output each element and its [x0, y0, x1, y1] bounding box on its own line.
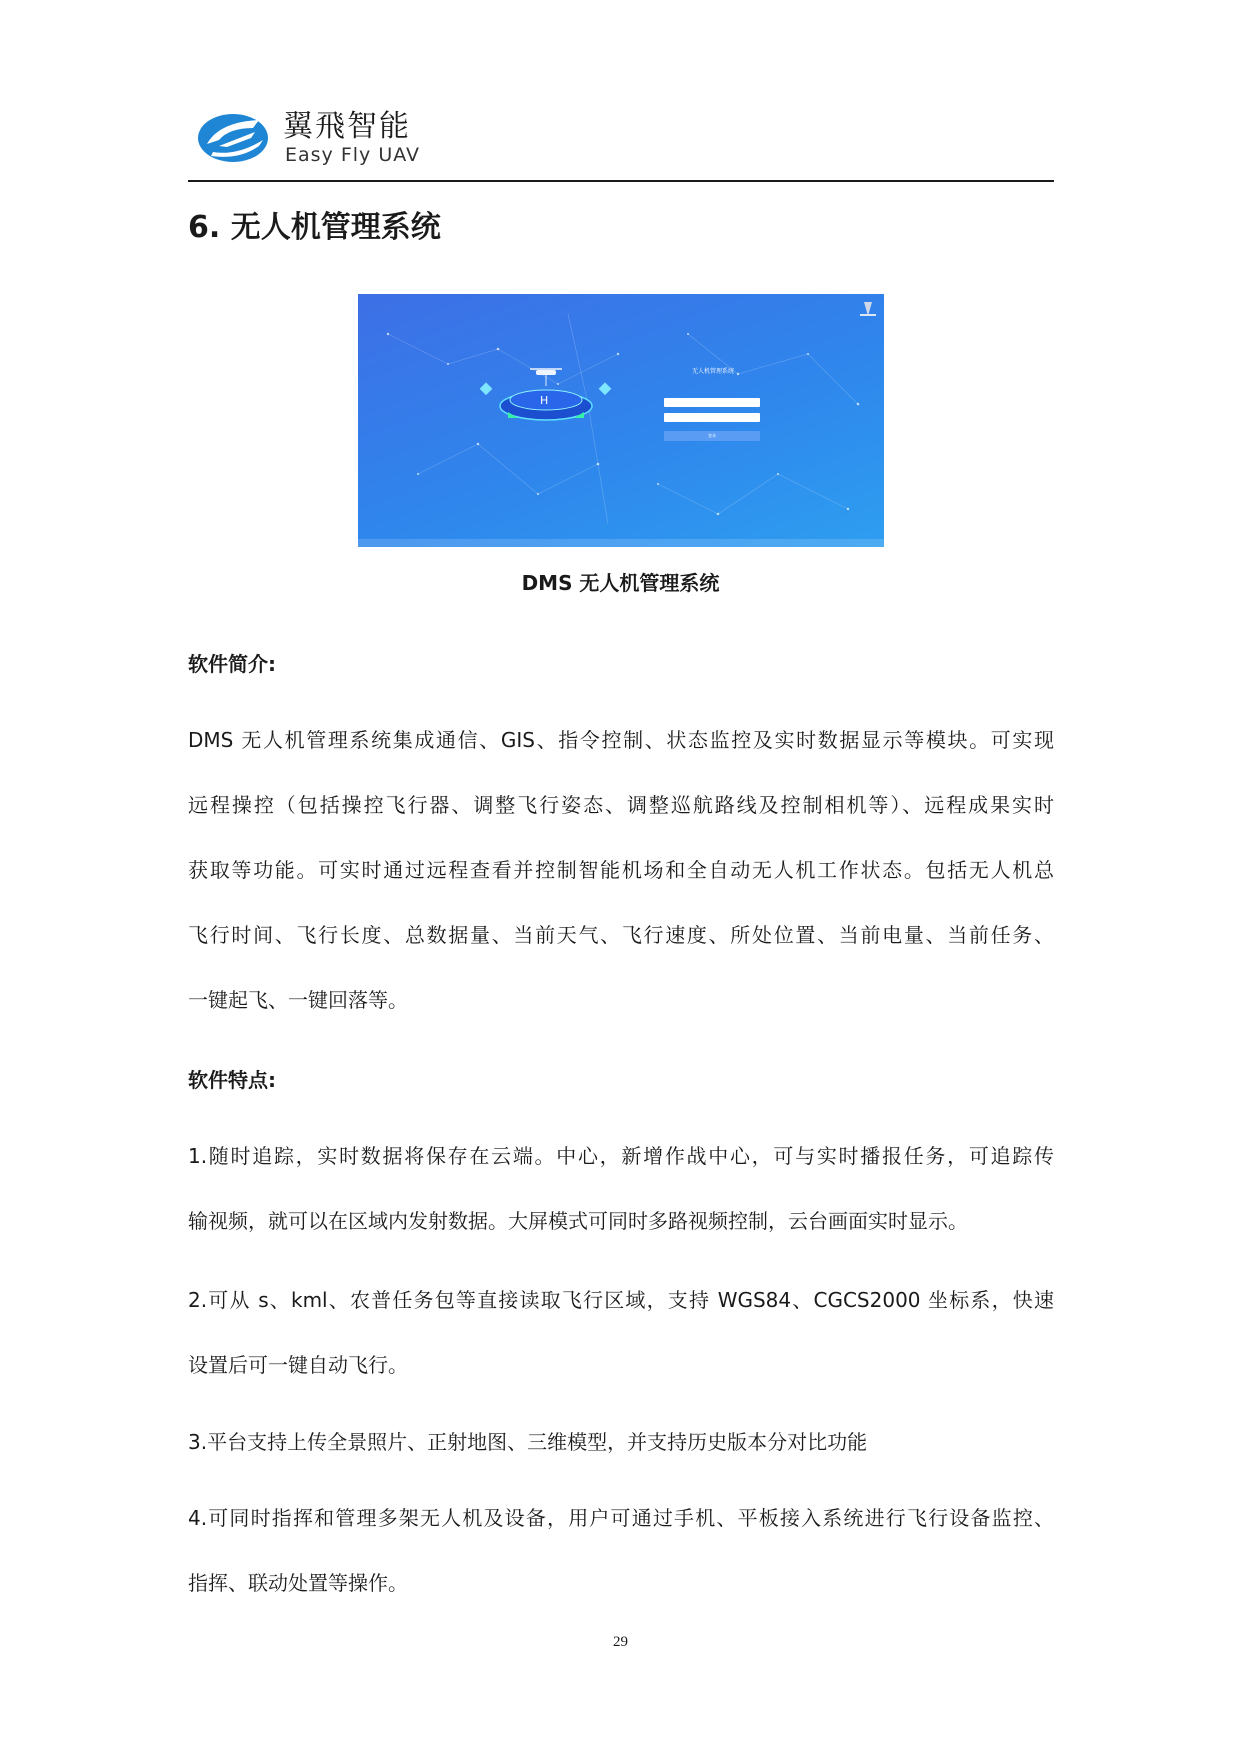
- intro-line: 飞行时间、飞行长度、总数据量、当前天气、飞行速度、所处位置、当前电量、当前任务、: [188, 923, 1054, 947]
- feature-item-4: [188, 1486, 1054, 1616]
- login-panel-title: 无人机管理系统: [691, 368, 734, 375]
- features-heading: 软件特点:: [188, 1068, 276, 1092]
- header-divider: [188, 180, 1054, 182]
- feature-line: 3.平台支持上传全景照片、正射地图、三维模型，并支持历史版本分对比功能: [188, 1430, 868, 1454]
- figure-caption: DMS 无人机管理系统: [521, 571, 720, 595]
- easy-fly-logo-icon: [197, 110, 273, 164]
- feature-line: 输视频，就可以在区域内发射数据。大屏模式可同时多路视频控制，云台画面实时显示。: [188, 1209, 968, 1233]
- intro-paragraph: [188, 708, 1054, 1033]
- feature-line: 2.可从 s、kml、农普任务包等直接读取飞行区域，支持 WGS84、CGCS2000 坐标系，快速: [188, 1288, 1054, 1312]
- section-title: 6. 无人机管理系统: [188, 210, 441, 245]
- feature-line: 指挥、联动处置等操作。: [188, 1571, 408, 1595]
- username-field[interactable]: [664, 398, 760, 407]
- feature-line: 1.随时追踪，实时数据将保存在云端。中心，新增作战中心，可与实时播报任务，可追踪传: [188, 1144, 1054, 1168]
- logo-chinese-name: 翼飛智能: [283, 109, 411, 144]
- screenshot-footer-strip: [358, 539, 884, 547]
- feature-item-2: [188, 1268, 1054, 1398]
- logo-english-name: Easy Fly UAV: [285, 144, 421, 166]
- intro-line: 一键起飞、一键回落等。: [188, 988, 408, 1012]
- intro-line: 远程操控（包括操控飞行器、调整飞行姿态、调整巡航路线及控制相机等）、远程成果实时: [188, 793, 1054, 817]
- top-right-logo-icon: [860, 302, 876, 316]
- feature-item-3: [188, 1410, 1054, 1475]
- feature-item-1: [188, 1124, 1054, 1254]
- company-logo: [197, 108, 427, 168]
- intro-line: DMS 无人机管理系统集成通信、GIS、指令控制、状态监控及实时数据显示等模块。可实现: [188, 728, 1054, 752]
- feature-line: 设置后可一键自动飞行。: [188, 1353, 408, 1377]
- dms-login-screenshot: [358, 294, 884, 547]
- login-button[interactable]: 登录: [664, 431, 760, 441]
- password-field[interactable]: [664, 413, 760, 422]
- intro-line: 获取等功能。可实时通过远程查看并控制智能机场和全自动无人机工作状态。包括无人机总: [188, 858, 1054, 882]
- starfield-background: [358, 294, 884, 547]
- feature-line: 4.可同时指挥和管理多架无人机及设备，用户可通过手机、平板接入系统进行飞行设备监控、: [188, 1506, 1054, 1530]
- intro-heading: 软件简介:: [188, 652, 276, 676]
- svg-text:H: H: [540, 394, 549, 407]
- page-number: 29: [613, 1634, 628, 1650]
- drone-platform-icon: [480, 369, 612, 420]
